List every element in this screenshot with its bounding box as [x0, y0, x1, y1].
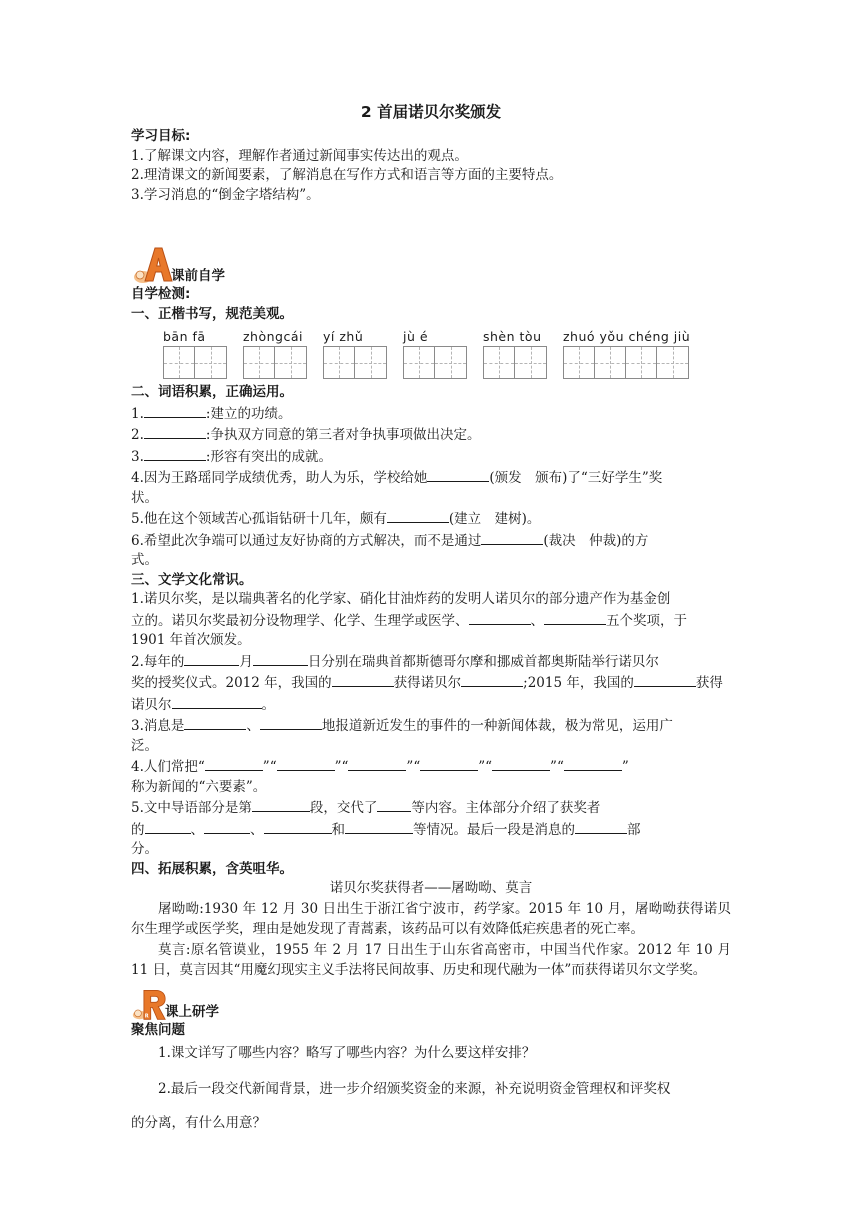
culture-question-cont: 称为新闻的“六要素”。 [131, 778, 267, 795]
answer-blank[interactable] [145, 819, 191, 834]
answer-blank[interactable] [144, 446, 206, 461]
culture-question-cont: 1901 年首次颁发。 [131, 632, 251, 648]
culture-question-cont: 奖的授奖仪式。2012 年，我国的 获得诺贝尔 ;2015 年，我国的 获得 [131, 672, 731, 694]
pinyin-word [403, 328, 467, 379]
focus-heading: 聚焦问题 [131, 1021, 185, 1038]
svg-text:A: A [155, 273, 161, 281]
pinyin-word [483, 328, 547, 379]
answer-blank[interactable] [345, 819, 413, 834]
pinyin-text: jù é [403, 329, 429, 344]
goals-heading: 学习目标: [131, 128, 191, 144]
culture-question-cont: 立的。诺贝尔奖最初分设物理学、化学、生理学或医学、 、 五个奖项，于 [131, 610, 731, 632]
vocab-line: 2. :争执双方同意的第三者对争执事项做出决定。 [131, 424, 731, 446]
svg-text:R: R [144, 1013, 149, 1020]
goal-item: 1.了解课文内容，理解作者通过新闻事实传达出的观点。 [131, 147, 468, 164]
answer-blank[interactable] [172, 694, 262, 709]
answer-blank[interactable] [481, 530, 543, 545]
focus-question: 1.课文详写了哪些内容？略写了哪些内容？为什么要这样安排？ [158, 1045, 536, 1061]
answer-blank[interactable] [184, 715, 246, 730]
pinyin-text: zhòngcái [243, 329, 303, 344]
culture-question-cont: 泛。 [131, 737, 158, 754]
part3-heading: 三、文学文化常识。 [131, 571, 253, 588]
part2-heading: 二、词语积累，正确运用。 [131, 384, 293, 400]
vocab-question-cont: 式。 [131, 552, 158, 568]
page-title: 2 首届诺贝尔奖颁发 [360, 103, 502, 121]
answer-blank[interactable] [348, 756, 406, 771]
part1-heading: 一、正楷书写，规范美观。 [131, 305, 293, 322]
answer-blank[interactable] [205, 756, 263, 771]
pinyin-text: shèn tòu [483, 329, 542, 344]
part4-heading: 四、拓展积累，含英咀华。 [131, 860, 293, 877]
vocab-line: 3. :形容有突出的成就。 [131, 446, 731, 468]
extension-subtitle: 诺贝尔奖获得者——屠呦呦、莫言 [329, 880, 533, 896]
writing-grid[interactable] [323, 346, 387, 379]
answer-blank[interactable] [564, 756, 622, 771]
answer-blank[interactable] [461, 672, 523, 687]
writing-grid[interactable] [403, 346, 467, 379]
pinyin-word [323, 328, 387, 379]
answer-blank[interactable] [264, 819, 332, 834]
goal-item: 2.理清课文的新闻要素，了解消息在写作方式和语言等方面的主要特点。 [131, 167, 563, 183]
answer-blank[interactable] [260, 715, 322, 730]
culture-question: 5.文中导语部分是第 段，交代了 等内容。主体部分介绍了获奖者 [131, 797, 731, 819]
culture-question: 2.每年的 月 日分别在瑞典首都斯德哥尔摩和挪威首都奥斯陆举行诺贝尔 [131, 651, 731, 673]
extension-paragraph: 莫言:原名管谟业，1955 年 2 月 17 日出生于山东省高密市，中国当代作家。2012 年 10 月 11 日，莫言因其“用魔幻现实主义手法将民间故事、历史和现代融为一体”而获得诺贝尔文学奖。 [131, 941, 731, 978]
culture-question-cont: 诺贝尔 。 [131, 694, 731, 716]
section-in-class-label: 课上研学 [165, 1003, 219, 1020]
vocab-line: 1. :建立的功绩。 [131, 403, 731, 425]
self-check-heading: 自学检测: [131, 286, 191, 302]
answer-blank[interactable] [332, 672, 394, 687]
pinyin-grid-row [163, 328, 731, 379]
vocab-question-cont: 状。 [131, 489, 158, 506]
pinyin-text: bān fā [163, 329, 206, 344]
writing-grid[interactable] [243, 346, 307, 379]
vocab-question: 4.因为王路瑶同学成绩优秀，助人为乐，学校给她 (颁发 颁布)了“三好学生”奖 [131, 467, 731, 489]
answer-blank[interactable] [575, 819, 627, 834]
answer-blank[interactable] [253, 651, 308, 666]
goal-item: 3.学习消息的“倒金字塔结构”。 [131, 186, 320, 203]
letter-a-badge-icon [131, 245, 173, 285]
writing-grid[interactable] [163, 346, 227, 379]
worksheet-page [131, 100, 731, 1140]
section-in-class-header [131, 985, 731, 1021]
answer-blank[interactable] [544, 610, 606, 625]
answer-blank[interactable] [144, 424, 206, 439]
writing-grid[interactable] [563, 346, 689, 379]
culture-question: 4.人们常把“ ”“ ”“ ”“ ”“ ”“ ” [131, 756, 731, 778]
answer-blank[interactable] [204, 819, 250, 834]
section-pre-study-header [131, 243, 731, 285]
answer-blank[interactable] [184, 651, 239, 666]
letter-r-badge-icon [131, 987, 167, 1021]
answer-blank[interactable] [252, 797, 310, 812]
vocab-question: 5.他在这个领域苦心孤诣钻研十几年，颇有 (建立 建树)。 [131, 508, 731, 530]
answer-blank[interactable] [469, 610, 531, 625]
answer-blank[interactable] [144, 403, 206, 418]
pinyin-word [563, 328, 690, 379]
extension-paragraph: 屠呦呦:1930 年 12 月 30 日出生于浙江省宁波市，药学家。2015 年 10 月，屠呦呦获得诺贝尔生理学或医学奖，理由是她发现了青蒿素，该药品可以有效降低疟疾患者的死亡率。 [131, 900, 731, 937]
pinyin-word [243, 328, 307, 379]
answer-blank[interactable] [277, 756, 335, 771]
pinyin-text: yí zhǔ [323, 329, 364, 344]
pinyin-word [163, 328, 227, 379]
writing-grid[interactable] [483, 346, 547, 379]
answer-blank[interactable] [634, 672, 696, 687]
answer-blank[interactable] [492, 756, 550, 771]
culture-question-cont: 的 、 、 和 等情况。最后一段是消息的 部 [131, 819, 731, 841]
focus-question-cont: 的分离，有什么用意？ [131, 1115, 266, 1131]
answer-blank[interactable] [387, 508, 449, 523]
section-pre-study-label: 课前自学 [171, 268, 225, 284]
focus-question: 2.最后一段交代新闻背景，进一步介绍颁奖资金的来源，补充说明资金管理权和评奖权 [158, 1081, 671, 1097]
answer-blank[interactable] [420, 756, 478, 771]
culture-question-cont: 分。 [131, 841, 158, 857]
vocab-question: 6.希望此次争端可以通过友好协商的方式解决，而不是通过 (裁决 仲裁)的方 [131, 530, 731, 552]
answer-blank[interactable] [377, 797, 411, 812]
culture-question: 1.诺贝尔奖，是以瑞典著名的化学家、硝化甘油炸药的发明人诺贝尔的部分遗产作为基金创 [131, 591, 671, 607]
answer-blank[interactable] [427, 467, 489, 482]
culture-question: 3.消息是 、 地报道新近发生的事件的一种新闻体裁，极为常见，运用广 [131, 715, 731, 737]
pinyin-text: zhuó yǒu chéng jiù [563, 329, 691, 344]
